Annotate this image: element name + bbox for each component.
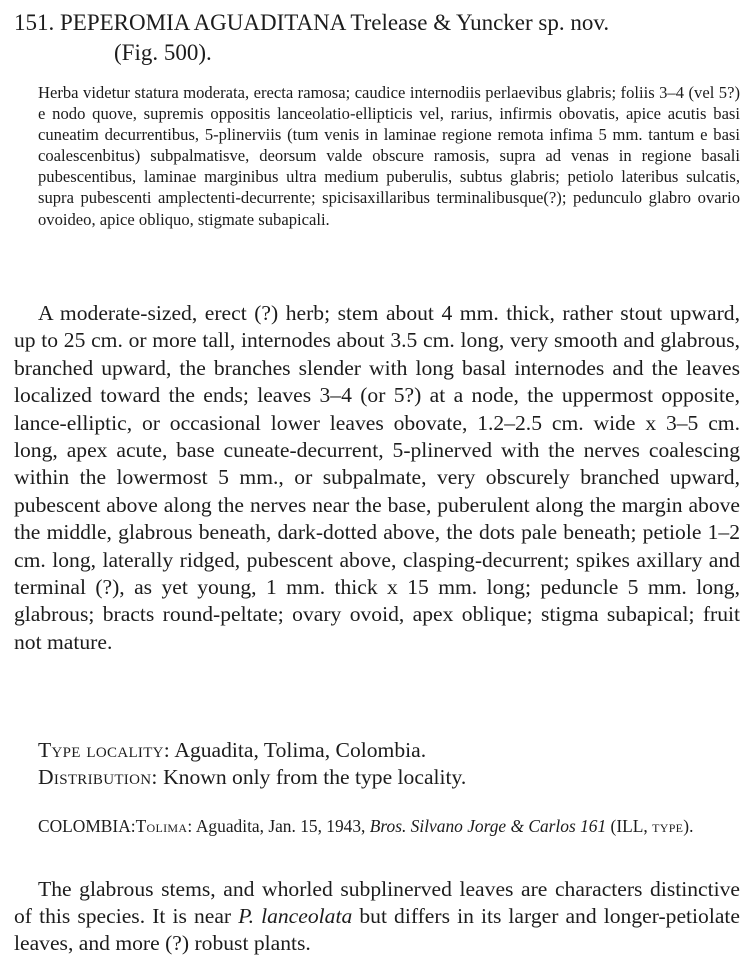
type-locality-label: Type locality: <box>38 738 171 762</box>
closing-remarks <box>14 876 740 957</box>
species-authors: Trelease & Yuncker sp. nov. <box>350 10 610 35</box>
closing-text-after: but differs in its larger and longer-petiolate leaves, and more (?) robust plants. <box>14 904 741 955</box>
closing-text-before: The glabrous stems, and whorled subplinerved leaves are characters distinctive of this species. It is near <box>14 877 740 928</box>
species-name: PEPEROMIA AGUADITANA <box>60 10 346 35</box>
figure-reference: (Fig. 500). <box>114 40 212 65</box>
english-description: A moderate-sized, erect (?) herb; stem about 4 mm. thick, rather stout upward, up to 25 cm. or more tall, internodes about 3.5 cm. long, very smooth and glabrous, branched upward, the branches slender with long basal internodes and the leaves localized toward the ends; leaves 3–4 (or 5?) at a node, the uppermost opposite, lance-elliptic, or occasional lower leaves obovate, 1.2–2.5 cm. wide x 3–5 cm. long, apex acute, base cuneate-decurrent, 5-plinerved with the nerves coalescing within the lowermost 5 mm., or subpalmate, very obscurely branched upward, pubescent above along the nerves near the base, puberulent along the margin above the middle, glabrous beneath, dark-dotted above, the dots pale beneath; petiole 1–2 cm. long, laterally ridged, pubescent above, clasping-decurrent; spikes axillary and terminal (?), as yet young, 1 mm. thick x 15 mm. long; peduncle 5 mm. long, glabrous; bracts round-peltate; ovary ovoid, apex oblique; stigma subapical; fruit not mature. <box>14 301 740 654</box>
distribution <box>38 764 466 791</box>
species-heading <box>14 8 744 68</box>
species-number: 151. <box>14 10 55 35</box>
distribution-value: Known only from the type locality. <box>163 765 467 789</box>
specimen-country: COLOMBIA: <box>38 816 136 836</box>
specimen-number: 161 <box>580 816 607 836</box>
latin-description: Herba videtur statura moderata, erecta ramosa; caudice internodiis perlaevibus glabris; foliis 3–4 (vel 5?) e nodo quove, supremis oppositis lanceolatio-ellipticis vel, rarius, infirmis obovatis, apice acutis basi cuneatim decurrentibus, 5-plinerviis (tum venis in laminae regione remota infima 5 mm. tantum e basi coalescenbitus) subpalmatisve, deorsum valde obscure ramosis, supra ad venas in regione basali pubescentibus, laminae marginibus ultra medium puberulis, subtus glabris; petiolo lateribus sulcatis, supra pubescenti amplectenti-decurrente; spicisaxillaribus terminalibusque(?); pedunculo glabro ovario ovoideo, apice obliquo, stigmate subapicali. <box>38 83 740 229</box>
closing-species-ref: P. lanceolata <box>238 904 353 928</box>
type-locality-value: Aguadita, Tolima, Colombia. <box>174 738 427 762</box>
specimen-department: Tolima: <box>135 816 193 836</box>
specimen-collectors: Bros. Silvano Jorge & Carlos <box>369 816 576 836</box>
specimen-citation <box>38 815 740 837</box>
specimen-details: Aguadita, Jan. 15, 1943, <box>195 816 366 836</box>
specimen-herbarium-open: (ILL, <box>610 816 648 836</box>
specimen-herbarium-close: ). <box>683 816 694 836</box>
distribution-label: Distribution: <box>38 765 158 789</box>
specimen-herbarium-type: type <box>652 816 684 836</box>
type-locality <box>38 737 426 764</box>
